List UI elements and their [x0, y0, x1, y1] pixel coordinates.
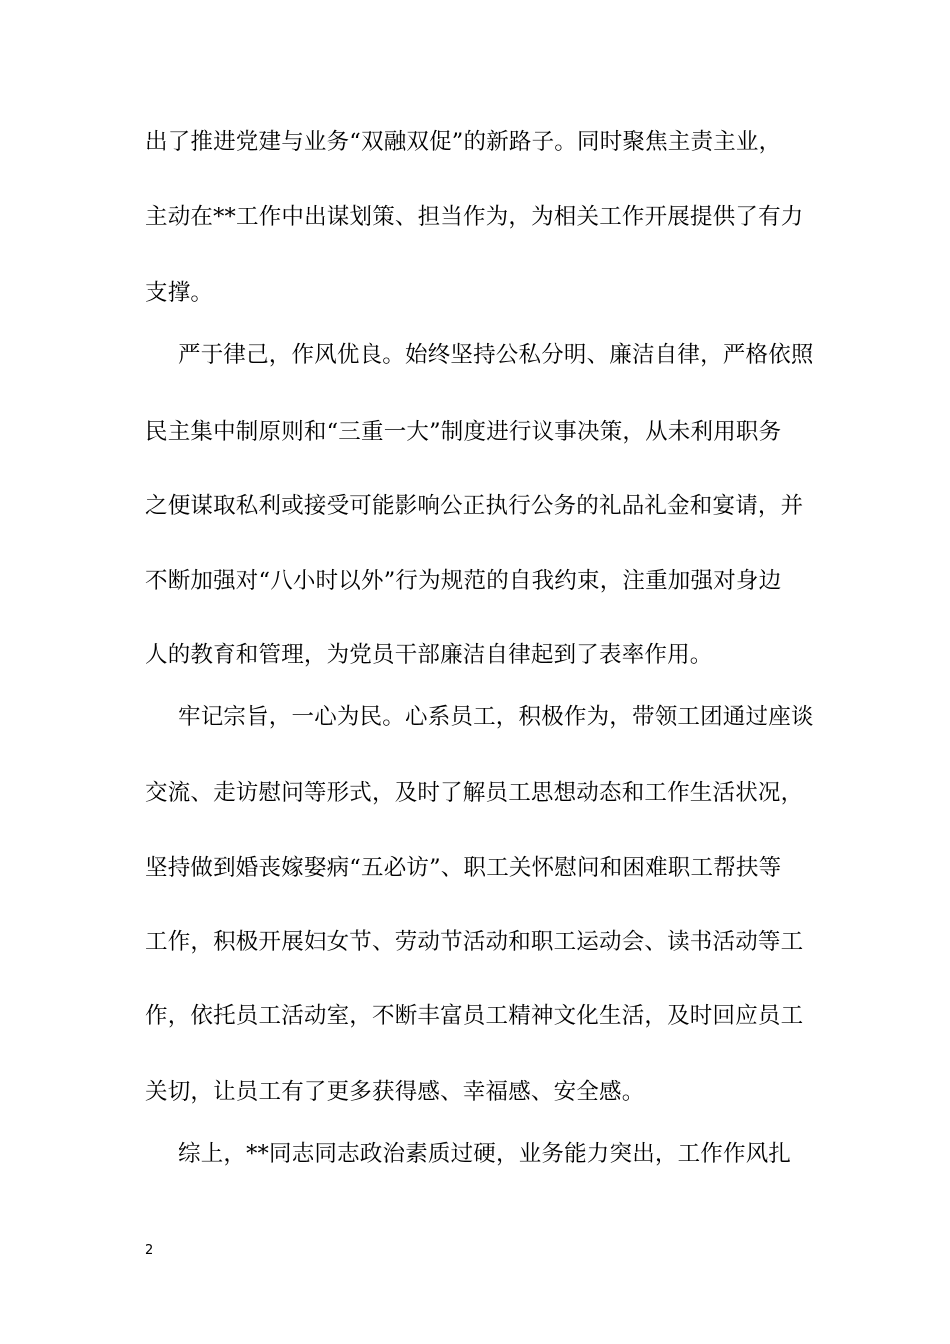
text-line: 民主集中制原则和“三重一大”制度进行议事决策，从未利用职务 — [145, 419, 782, 445]
paragraph-start-line: 牢记宗旨，一心为民。心系员工，积极作为，带领工团通过座谈 — [178, 704, 814, 730]
page-number: 2 — [145, 1243, 154, 1258]
text-line: 坚持做到婚丧嫁娶病“五必访”、职工关怀慰问和困难职工帮扶等 — [145, 855, 782, 881]
text-line: 交流、走访慰问等形式，及时了解员工思想动态和工作生活状况， — [145, 780, 804, 806]
text-line: 支撑。 — [145, 280, 214, 306]
text-line: 不断加强对“八小时以外”行为规范的自我约束，注重加强对身边 — [145, 568, 782, 594]
text-line: 之便谋取私利或接受可能影响公正执行公务的礼品礼金和宴请，并 — [145, 493, 804, 519]
text-line: 人的教育和管理，为党员干部廉洁自律起到了表率作用。 — [145, 642, 713, 668]
paragraph-start-line: 严于律己，作风优良。始终坚持公私分明、廉洁自律，严格依照 — [178, 342, 814, 368]
text-line: 作，依托员工活动室，不断丰富员工精神文化生活，及时回应员工 — [145, 1003, 804, 1029]
text-line: 主动在**工作中出谋划策、担当作为，为相关工作开展提供了有力 — [145, 204, 804, 230]
text-line: 出了推进党建与业务“双融双促”的新路子。同时聚焦主责主业， — [145, 129, 782, 155]
text-line: 关切，让员工有了更多获得感、幸福感、安全感。 — [145, 1079, 645, 1105]
text-line: 工作，积极开展妇女节、劳动节活动和职工运动会、读书活动等工 — [145, 929, 804, 955]
paragraph-start-line: 综上，**同志同志政治素质过硬，业务能力突出，工作作风扎 — [178, 1141, 792, 1167]
